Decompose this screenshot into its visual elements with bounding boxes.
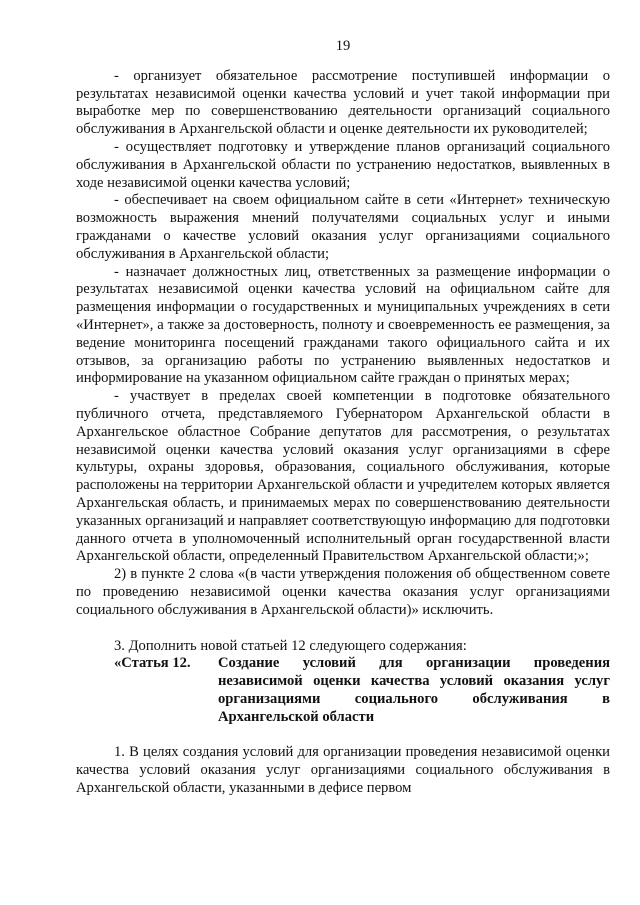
article-title: Создание условий для организации проведения независимой оценки качества условий оказания услуг организациями социального обслуживания в Архангельской области: [218, 655, 610, 725]
article-label: «Статья 12.: [114, 655, 191, 672]
paragraph-website-feedback: - обеспечивает на своем официальном сайте в сети «Интернет» техническую возможность выражения мнений получателями социальных услуг и иными гражданами о качестве условий оказания услуг организациями социального обслуживания в Архангельской области;: [76, 192, 610, 262]
article-heading: [76, 655, 610, 726]
spacer: [76, 620, 610, 638]
page-number: 19: [335, 38, 351, 54]
paragraph-item-3: 3. Дополнить новой статьей 12 следующего содержания:: [114, 637, 467, 654]
paragraph-item-2: 2) в пункте 2 слова «(в части утверждения положения об общественном совете по проведению независимой оценки качества оказания услуг организациями социального обслуживания в Архангельской области)» исключить.: [76, 566, 610, 618]
paragraph-responsible-officials: - назначает должностных лиц, ответственных за размещение информации о результатах независимой оценки качества условий на официальном сайте для размещения информации о государственных и муниципальных учреждениях в сети «Интернет», а также за достоверность, полноту и своевременность ее размещения, за ведение мониторинга посещений гражданами такого официального сайта и их отзывов, за организацию работы по устранению выявленных недостатков и информирование на указанном официальном сайте граждан о принятых мерах;: [76, 263, 610, 387]
paragraph-improvement-plans: - осуществляет подготовку и утверждение планов организаций социального обслуживания в Архангельской области по устранению недостатков, выявленных в ходе независимой оценки качества условий;: [76, 138, 610, 191]
spacer: [76, 726, 610, 744]
paragraph-article-12-point-1: 1. В целях создания условий для организации проведения независимой оценки качества условий оказания услуг организациями социального обслуживания в Архангельской области, указанными в дефисе первом: [76, 744, 610, 797]
paragraph-review-information: - организует обязательное рассмотрение поступившей информации о результатах независимой оценки качества условий и учет такой информации при выработке мер по совершенствованию деятельности организаций социального обслуживания в Архангельской области и оценке деятельности их руководителей;: [76, 67, 610, 138]
paragraph-public-report: - участвует в пределах своей компетенции в подготовке обязательного публичного отчета, представляемого Губернатором Архангельской области в Архангельское областное Собрание депутатов для рассмотрения, о результатах независимой оценки качества условий оказания услуг организациями в сфере культуры, охраны здоровья, образования, социального обслуживания, которые расположены на территории Архангельской области и учредителем которых является Архангельская область, и принимаемых мерах по совершенствованию деятельности указанных организаций и направляет соответствующую информацию для подготовки данного отчета в уполномоченный исполнительный орган государственной власти Архангельской области, определенный Правительством Архангельской области;»;: [76, 388, 610, 565]
